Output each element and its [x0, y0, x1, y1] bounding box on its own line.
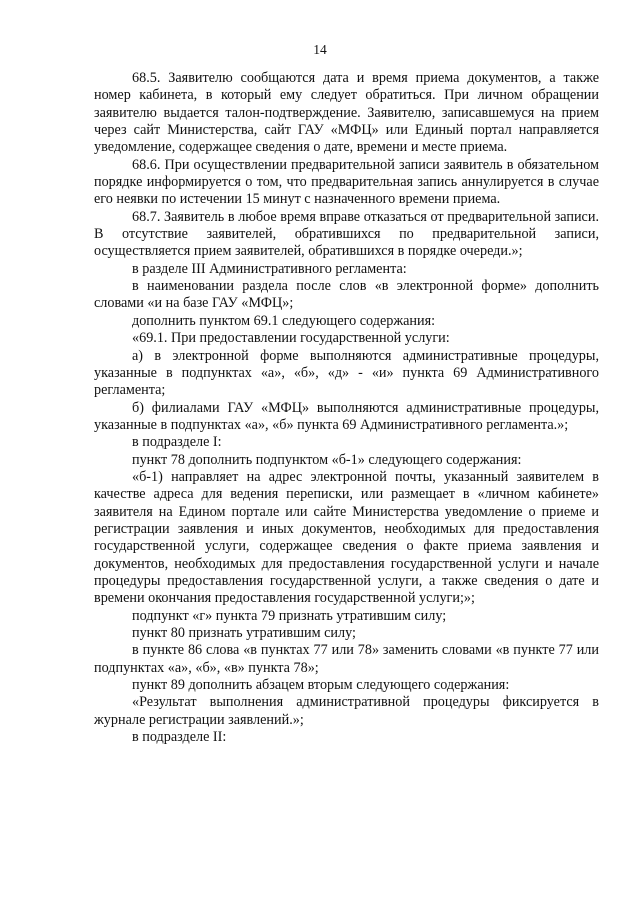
paragraph-point-79: подпункт «г» пункта 79 признать утратившим силу;: [132, 607, 447, 624]
paragraph-69-1-a: а) в электронной форме выполняются административные процедуры, указанные в подпунктах «а», «б», «д» - «и» пункта 69 Административного регламента;: [94, 347, 599, 399]
paragraph-subsection-i: в подразделе I:: [132, 434, 222, 451]
paragraph-section-iii: в разделе III Административного регламента:: [132, 260, 407, 277]
page-number: 14: [313, 42, 327, 57]
paragraph-result-fixed: «Результат выполнения административной процедуры фиксируется в журнале регистрации заявлений.»;: [94, 694, 599, 728]
document-body: [94, 70, 599, 746]
paragraph-add-69-1: дополнить пунктом 69.1 следующего содержания:: [132, 312, 436, 329]
paragraph-68-6: 68.6. При осуществлении предварительной записи заявитель в обязательном порядке информируется о том, что предварительная запись аннулируется в случае его неявки по истечении 15 минут с назначенного времени приема.: [94, 156, 599, 208]
paragraph-point-86: в пункте 86 слова «в пунктах 77 или 78» заменить словами «в пункте 77 или подпунктах «а», «б», «в» пункта 78»;: [94, 642, 599, 676]
paragraph-b-1: «б-1) направляет на адрес электронной почты, указанный заявителем в качестве адреса для ведения переписки, или размещает в «личном кабинете» заявителя на Едином портале или сайте Министерства уведомление о приеме и регистрации заявления и иных документов, необходимых для предоставления государственной услуги, содержащее сведения о факте приема заявления и документов, необходимых для предоставления государственной услуги и начале процедуры предоставления государственной услуги, а также сведения о дате и времени окончания предоставления государственной услуги;»;: [94, 468, 599, 607]
paragraph-point-80: пункт 80 признать утратившим силу;: [132, 625, 356, 641]
paragraph-68-7: 68.7. Заявитель в любое время вправе отказаться от предварительной записи. В отсутствие заявителей, обратившихся по предварительной записи, осуществляется прием заявителей, обратившихся в порядке очереди.»;: [94, 208, 599, 260]
paragraph-69-1: «69.1. При предоставлении государственной услуги:: [132, 330, 450, 347]
paragraph-section-title-change: в наименовании раздела после слов «в электронной форме» дополнить словами «и на базе ГАУ «МФЦ»;: [94, 278, 599, 312]
paragraph-subsection-ii: в подразделе II:: [132, 729, 227, 746]
paragraph-68-5: 68.5. Заявителю сообщаются дата и время приема документов, а также номер кабинета, в который ему следует обратиться. При личном обращении заявителю выдается талон-подтверждение. Заявителю, записавшемуся на прием через сайт Министерства, сайт ГАУ «МФЦ» или Единый портал направляется уведомление, содержащее сведения о дате, времени и месте приема.: [94, 70, 599, 156]
paragraph-point-78: пункт 78 дополнить подпунктом «б-1» следующего содержания:: [132, 451, 522, 468]
paragraph-69-1-b: б) филиалами ГАУ «МФЦ» выполняются административные процедуры, указанные в подпунктах «а», «б» пункта 69 Административного регламента.»;: [94, 399, 599, 433]
paragraph-point-89: пункт 89 дополнить абзацем вторым следующего содержания:: [132, 677, 510, 694]
